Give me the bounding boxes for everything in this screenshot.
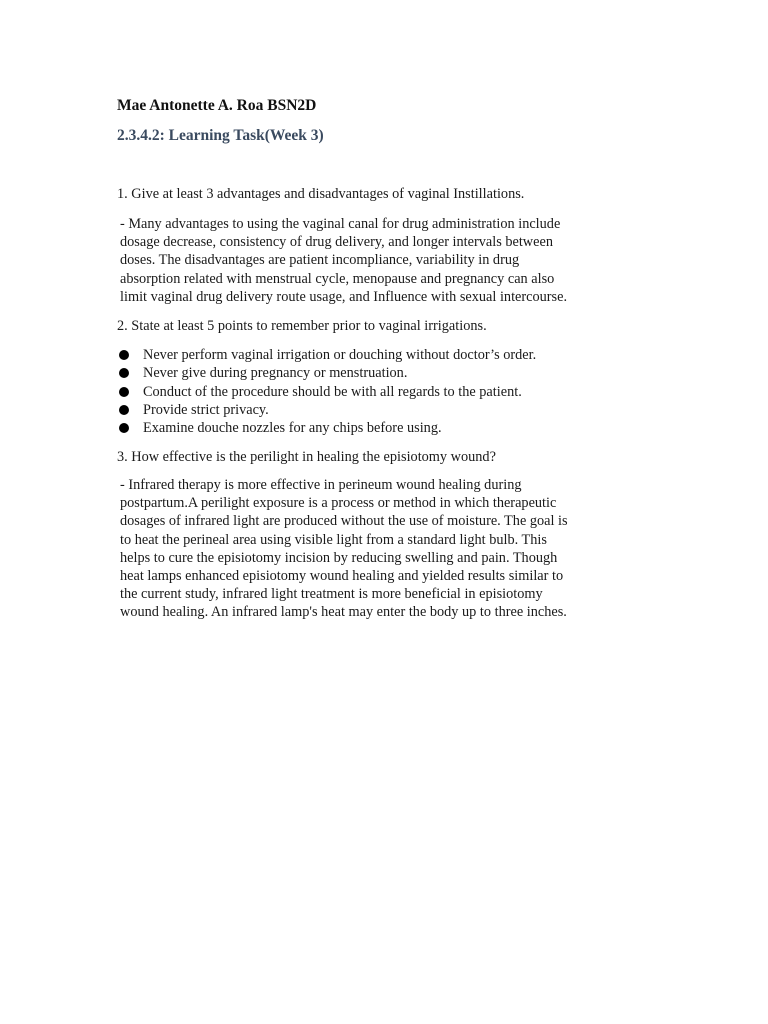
answer-3 [120, 476, 660, 622]
list-item-text: Never perform vaginal irrigation or douching without doctor’s order. [143, 347, 537, 363]
question-3: 3. How effective is the perilight in healing the episiotomy wound? [117, 449, 496, 465]
question-1: 1. Give at least 3 advantages and disadvantages of vaginal Instillations. [117, 186, 525, 202]
answer-line: the current study, infrared light treatment is more beneficial in episiotomy [120, 586, 543, 603]
author-name: Mae Antonette A. Roa BSN2D [117, 97, 317, 114]
answer-line: dosages of infrared light are produced without the use of moisture. The goal is [120, 513, 568, 530]
bullet-icon [119, 387, 129, 397]
list-item [117, 364, 536, 382]
list-item [117, 401, 536, 419]
answer-line: limit vaginal drug delivery route usage, and Influence with sexual intercourse. [120, 288, 568, 305]
answer-line: wound healing. An infrared lamp's heat may enter the body up to three inches. [120, 604, 567, 621]
answer-line: - Infrared therapy is more effective in perineum wound healing during [120, 477, 522, 493]
list-item-text: Examine douche nozzles for any chips before using. [143, 420, 442, 437]
answer-line: absorption related with menstrual cycle, menopause and pregnancy can also [120, 270, 555, 287]
list-item-text: Never give during pregnancy or menstruation. [143, 365, 408, 382]
answer-line: - Many advantages to using the vaginal canal for drug administration include [120, 216, 561, 232]
list-item [117, 419, 536, 437]
bullet-icon [119, 423, 129, 433]
answer-line: helps to cure the episiotomy incision by reducing swelling and pain. Though [120, 549, 558, 566]
question-2: 2. State at least 5 points to remember prior to vaginal irrigations. [117, 318, 487, 334]
answer-line: heat lamps enhanced episiotomy wound healing and yielded results similar to [120, 568, 564, 585]
answer-line: dosage decrease, consistency of drug delivery, and longer intervals between [120, 234, 553, 251]
bullet-icon [119, 405, 129, 415]
list-item-text: Conduct of the procedure should be with all regards to the patient. [143, 383, 522, 400]
list-item-text: Provide strict privacy. [143, 401, 269, 418]
bullet-icon [119, 350, 129, 360]
task-title: 2.3.4.2: Learning Task(Week 3) [117, 127, 324, 144]
bullet-list [117, 346, 536, 437]
bullet-icon [119, 368, 129, 378]
list-item [117, 383, 536, 401]
answer-line: postpartum.A perilight exposure is a process or method in which therapeutic [120, 495, 557, 512]
answer-line: doses. The disadvantages are patient incompliance, variability in drug [120, 252, 520, 269]
answer-1 [120, 215, 660, 306]
list-item [117, 346, 536, 364]
answer-line: to heat the perineal area using visible light from a standard light bulb. This [120, 531, 547, 548]
